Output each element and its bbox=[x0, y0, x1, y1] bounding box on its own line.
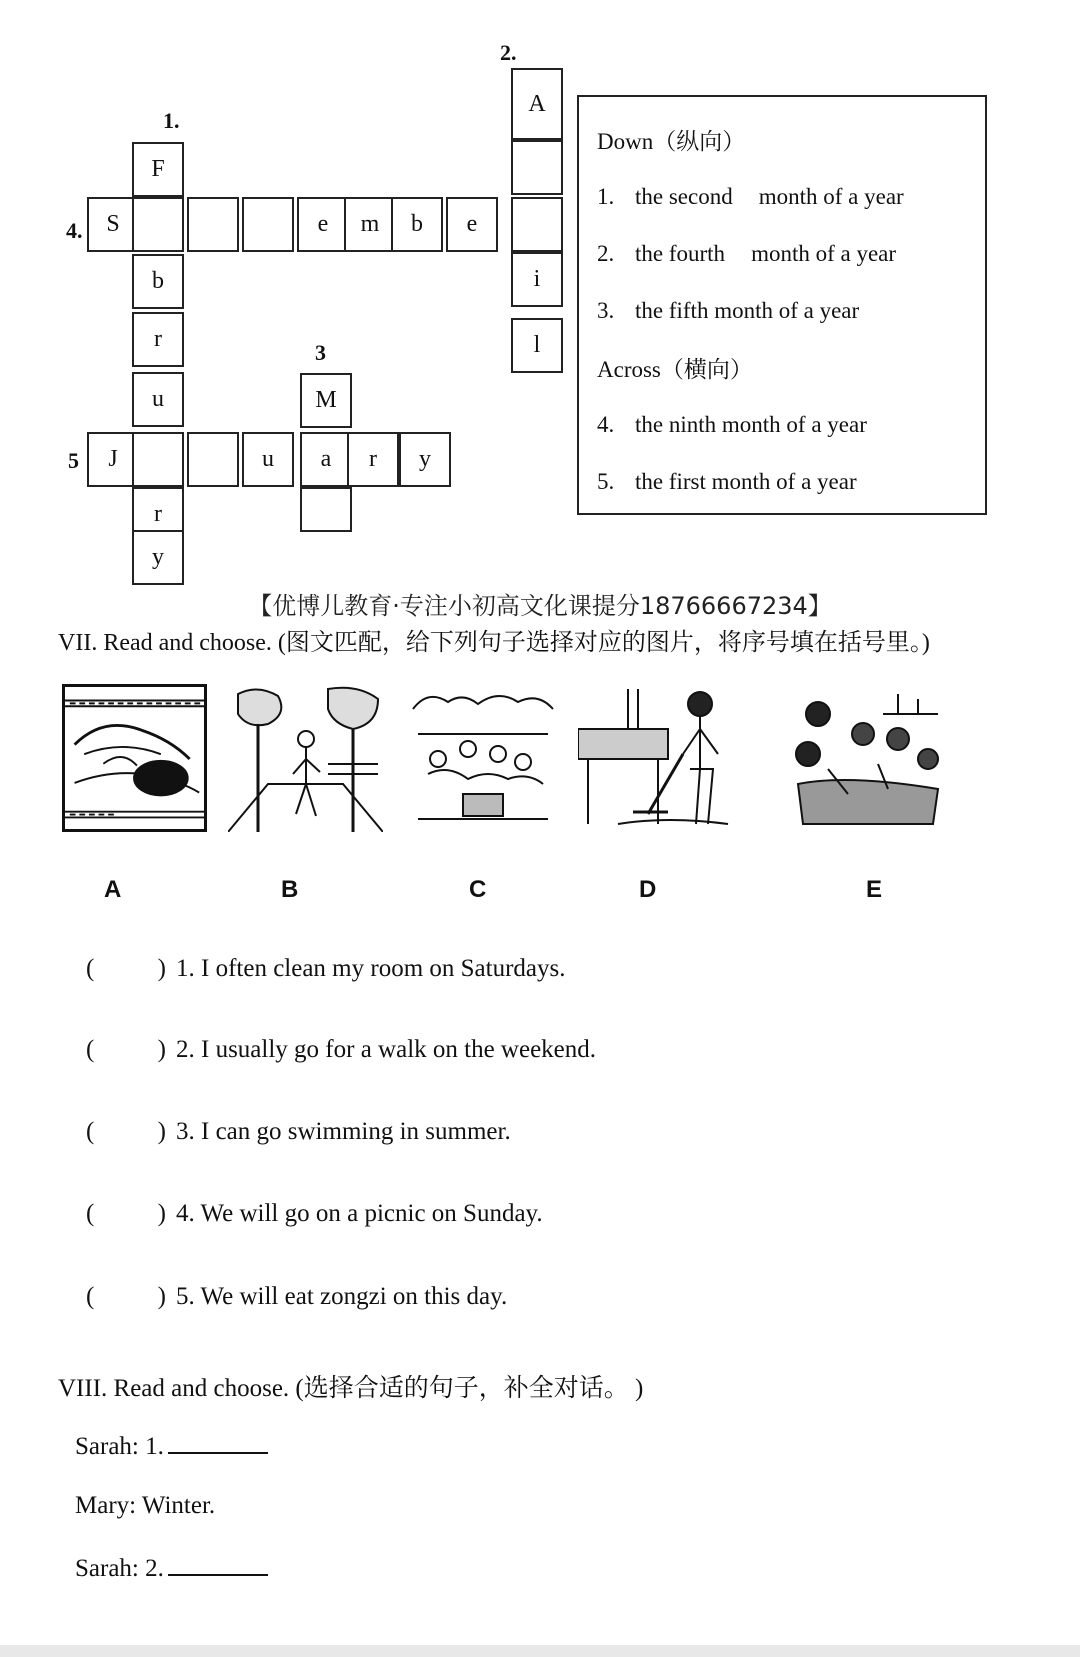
crossword-cell[interactable]: b bbox=[391, 197, 443, 252]
question-row bbox=[86, 1200, 543, 1228]
crossword-cell[interactable]: e bbox=[297, 197, 349, 252]
down-clue-3 bbox=[597, 282, 967, 339]
question-row bbox=[86, 1118, 511, 1146]
page-bottom-edge bbox=[0, 1645, 1080, 1657]
clue-number-5: 5 bbox=[68, 448, 79, 473]
clue-text: month of a year bbox=[751, 240, 897, 266]
watermark: 【优博儿教育·专注小初高文化课提分18766667234】 bbox=[248, 592, 832, 620]
cleaning-illustration bbox=[578, 684, 758, 832]
dialogue-text: Sarah: 2. bbox=[75, 1555, 164, 1582]
picture-label-d: D bbox=[639, 876, 657, 903]
crossword-cell[interactable] bbox=[132, 197, 184, 252]
across-title: Across（横向） bbox=[597, 357, 753, 382]
crossword-cell[interactable] bbox=[511, 197, 563, 252]
crossword-cell[interactable]: l bbox=[511, 318, 563, 373]
section-8-title: VIII. Read and choose. (选择合适的句子，补全对话。 ) bbox=[58, 1375, 644, 1402]
crossword-cell[interactable]: b bbox=[132, 254, 184, 309]
answer-blank[interactable] bbox=[168, 1552, 268, 1576]
crossword-cell[interactable] bbox=[300, 487, 352, 532]
clue-num: 1. bbox=[597, 183, 615, 209]
across-clue-4 bbox=[597, 396, 967, 453]
question-row bbox=[86, 1036, 596, 1064]
clue-text: the fourth bbox=[635, 240, 726, 266]
clue-box bbox=[577, 95, 987, 515]
down-title: Down（纵向） bbox=[597, 129, 746, 154]
answer-blank[interactable]: ( ) bbox=[86, 955, 166, 982]
clue-text: the fifth month of a year bbox=[635, 297, 860, 323]
eating-illustration bbox=[788, 684, 943, 832]
answer-blank[interactable]: ( ) bbox=[86, 1118, 166, 1145]
answer-blank[interactable] bbox=[168, 1430, 268, 1454]
crossword-cell[interactable]: r bbox=[347, 432, 399, 487]
crossword-cell[interactable]: S bbox=[87, 197, 139, 252]
walking-illustration bbox=[228, 684, 383, 832]
crossword-cell[interactable]: F bbox=[132, 142, 184, 197]
clue-num: 5. bbox=[597, 468, 615, 494]
picnic-illustration bbox=[408, 684, 556, 832]
answer-blank[interactable]: ( ) bbox=[86, 1036, 166, 1063]
picture-cleaning bbox=[578, 684, 758, 832]
crossword-cell[interactable]: y bbox=[132, 530, 184, 585]
across-clue-5 bbox=[597, 453, 967, 510]
clue-text: the first month of a year bbox=[635, 468, 857, 494]
clue-num: 2. bbox=[597, 240, 615, 266]
crossword-cell[interactable]: e bbox=[446, 197, 498, 252]
question-text: 4. We will go on a picnic on Sunday. bbox=[176, 1200, 543, 1227]
section-7-title: VII. Read and choose. (图文匹配，给下列句子选择对应的图片，将序号填在括号里。) bbox=[58, 630, 930, 656]
answer-blank[interactable]: ( ) bbox=[86, 1200, 166, 1227]
crossword-cell[interactable] bbox=[511, 140, 563, 195]
down-clue-2 bbox=[597, 225, 967, 282]
crossword-cell[interactable] bbox=[132, 432, 184, 487]
picture-swimming bbox=[62, 684, 207, 832]
picture-label-a: A bbox=[104, 876, 122, 903]
answer-blank[interactable]: ( ) bbox=[86, 1283, 166, 1310]
clue-number-3: 3 bbox=[315, 340, 326, 365]
crossword-cell[interactable]: y bbox=[399, 432, 451, 487]
clue-number-1: 1. bbox=[163, 108, 180, 133]
picture-eating bbox=[788, 684, 943, 832]
clue-text: month of a year bbox=[758, 183, 904, 209]
clue-text: the ninth month of a year bbox=[635, 411, 867, 437]
clue-number-2: 2. bbox=[500, 40, 517, 65]
crossword-cell[interactable] bbox=[187, 197, 239, 252]
crossword-cell[interactable]: J bbox=[87, 432, 139, 487]
question-row bbox=[86, 955, 566, 983]
question-row bbox=[86, 1283, 507, 1311]
dialogue-text: Mary: Winter. bbox=[75, 1492, 216, 1519]
dialogue-line bbox=[75, 1552, 268, 1583]
crossword-cell[interactable]: u bbox=[242, 432, 294, 487]
swimmer-illustration bbox=[65, 687, 204, 829]
crossword-cell[interactable]: u bbox=[132, 372, 184, 427]
crossword-cell[interactable]: M bbox=[300, 373, 352, 428]
crossword-cell[interactable]: a bbox=[300, 432, 352, 487]
question-text: 3. I can go swimming in summer. bbox=[176, 1118, 511, 1145]
crossword-cell[interactable]: r bbox=[132, 312, 184, 367]
crossword-cell[interactable]: A bbox=[511, 68, 563, 140]
picture-label-b: B bbox=[281, 876, 299, 903]
clue-number-4: 4. bbox=[66, 218, 83, 243]
crossword-cell[interactable]: i bbox=[511, 252, 563, 307]
clue-num: 3. bbox=[597, 297, 615, 323]
clue-text: the second bbox=[635, 183, 733, 209]
picture-label-c: C bbox=[469, 876, 487, 903]
picture-picnic bbox=[408, 684, 556, 832]
crossword-cell[interactable]: r bbox=[132, 487, 184, 542]
dialogue-text: Sarah: 1. bbox=[75, 1433, 164, 1460]
picture-walking bbox=[228, 684, 383, 832]
down-clue-1 bbox=[597, 168, 967, 225]
dialogue-line bbox=[75, 1430, 268, 1461]
picture-label-e: E bbox=[866, 876, 883, 903]
question-text: 2. I usually go for a walk on the weekend. bbox=[176, 1036, 597, 1063]
crossword-cell[interactable]: m bbox=[344, 197, 396, 252]
question-text: 5. We will eat zongzi on this day. bbox=[176, 1283, 508, 1310]
clue-num: 4. bbox=[597, 411, 615, 437]
dialogue-line bbox=[75, 1492, 215, 1520]
question-text: 1. I often clean my room on Saturdays. bbox=[176, 955, 566, 982]
crossword-cell[interactable] bbox=[187, 432, 239, 487]
crossword-cell[interactable] bbox=[242, 197, 294, 252]
